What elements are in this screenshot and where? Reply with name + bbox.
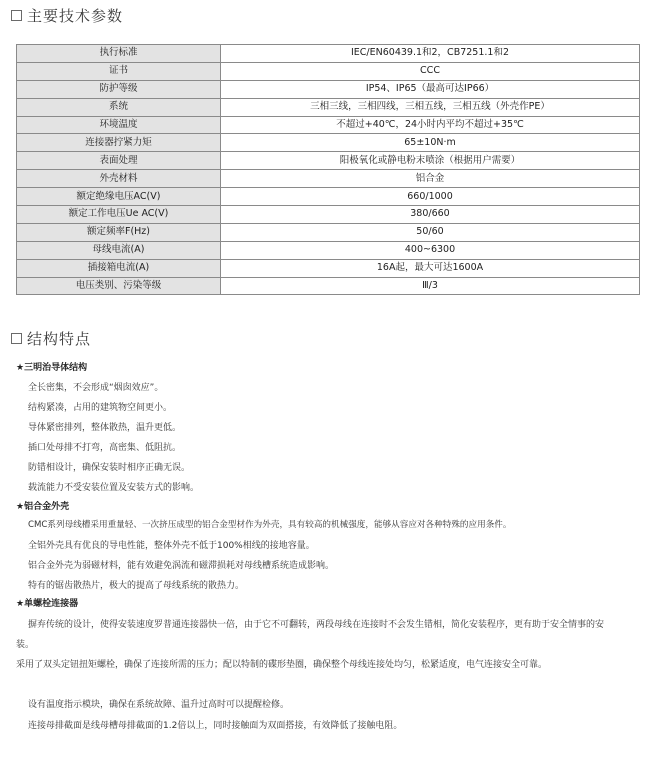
spec-value: 不超过+40℃，24小时内平均不超过+35℃: [221, 116, 640, 134]
feature-line: 连接母排截面是线母槽母排截面的1.2倍以上，同时接触面为双面搭接，有效降低了接触电阻。: [28, 721, 403, 731]
spec-value: IP54、IP65（最高可达IP66）: [221, 80, 640, 98]
spec-row: [17, 152, 640, 170]
feature-group-title: ★铝合金外壳: [16, 502, 70, 512]
spec-value: 50/60: [221, 223, 640, 241]
feature-line: 全铝外壳具有优良的导电性能，整体外壳不低于100%相线的接地容量。: [28, 541, 315, 551]
spec-value: Ⅲ/3: [221, 277, 640, 295]
spec-label: 额定工作电压Ue AC(V): [17, 206, 221, 224]
feature-line: 特有的锯齿散热片，极大的提高了母线系统的散热力。: [28, 581, 245, 591]
feature-line: 设有温度指示模块，确保在系统故障、温升过高时可以提醒检修。: [28, 700, 290, 710]
spec-label: 执行标准: [17, 45, 221, 63]
spec-value: 铝合金: [221, 170, 640, 188]
feature-group-title: ★三明治导体结构: [16, 363, 88, 373]
spec-row: [17, 277, 640, 295]
spec-label: 证书: [17, 62, 221, 80]
spec-label: 系统: [17, 98, 221, 116]
spec-label: 母线电流(A): [17, 241, 221, 259]
spec-value: 阳极氧化或静电粉末喷涂（根据用户需要）: [221, 152, 640, 170]
section-title-features: [11, 328, 91, 349]
feature-line: 全长密集，不会形成“烟囱效应”。: [28, 383, 164, 393]
feature-line: 铝合金外壳为弱磁材料，能有效避免涡流和磁滞损耗对母线槽系统造成影响。: [28, 561, 335, 571]
feature-line: 载流能力不受安装位置及安装方式的影响。: [28, 483, 200, 493]
spec-value: 400~6300: [221, 241, 640, 259]
spec-row: [17, 170, 640, 188]
feature-line: CMC系列母线槽采用重量轻、一次挤压成型的铝合金型材作为外壳，具有较高的机械强度，能够从容应对各种特殊的应用条件。: [28, 520, 512, 530]
feature-line: 防错相设计，确保安装时相序正确无误。: [28, 463, 191, 473]
spec-row: [17, 80, 640, 98]
spec-value: CCC: [221, 62, 640, 80]
spec-row: [17, 116, 640, 134]
section-title-text: 结构特点: [27, 330, 92, 348]
section-title-text: 主要技术参数: [27, 7, 124, 25]
feature-paragraph: 采用了双头定钮扭矩螺栓，确保了连接所需的压力；配以特制的碟形垫圈，确保整个母线连接处均匀，松紧适度，电气连接安全可靠。: [16, 660, 548, 670]
spec-label: 额定绝缘电压AC(V): [17, 188, 221, 206]
spec-row: [17, 62, 640, 80]
feature-line: 结构紧凑，占用的建筑物空间更小。: [28, 403, 173, 413]
spec-value: 660/1000: [221, 188, 640, 206]
spec-value: 三相三线，三相四线，三相五线，三相五线（外壳作PE）: [221, 98, 640, 116]
square-bullet-icon: [11, 333, 22, 344]
spec-row: [17, 241, 640, 259]
spec-label: 防护等级: [17, 80, 221, 98]
section-title-specs: [11, 5, 123, 26]
spec-value: IEC/EN60439.1和2，CB7251.1和2: [221, 45, 640, 63]
spec-table: [16, 44, 640, 295]
spec-row: [17, 259, 640, 277]
spec-label: 表面处理: [17, 152, 221, 170]
spec-label: 外壳材料: [17, 170, 221, 188]
spec-row: [17, 206, 640, 224]
feature-paragraph: 摒弃传统的设计，使得安装速度罗普通连接器快一倍，由于它不可翻转，两段母线在连接时不会发生错相，简化安装程序，更有助于安全情事的安装。: [16, 620, 605, 650]
spec-row: [17, 223, 640, 241]
feature-line: 导体紧密排列，整体散热，温升更低。: [28, 423, 182, 433]
feature-line: 插口处母排不打弯，高密集、低阻抗。: [28, 443, 182, 453]
spec-value: 16A起，最大可达1600A: [221, 259, 640, 277]
spec-row: [17, 188, 640, 206]
square-bullet-icon: [11, 10, 22, 21]
spec-label: 额定频率F(Hz): [17, 223, 221, 241]
spec-label: 电压类别、污染等级: [17, 277, 221, 295]
feature-group-title: ★单螺栓连接器: [16, 599, 79, 609]
spec-row: [17, 45, 640, 63]
spec-label: 连接器拧紧力矩: [17, 134, 221, 152]
spec-value: 380/660: [221, 206, 640, 224]
spec-label: 插接箱电流(A): [17, 259, 221, 277]
spec-row: [17, 134, 640, 152]
spec-row: [17, 98, 640, 116]
spec-value: 65±10N·m: [221, 134, 640, 152]
spec-label: 环境温度: [17, 116, 221, 134]
